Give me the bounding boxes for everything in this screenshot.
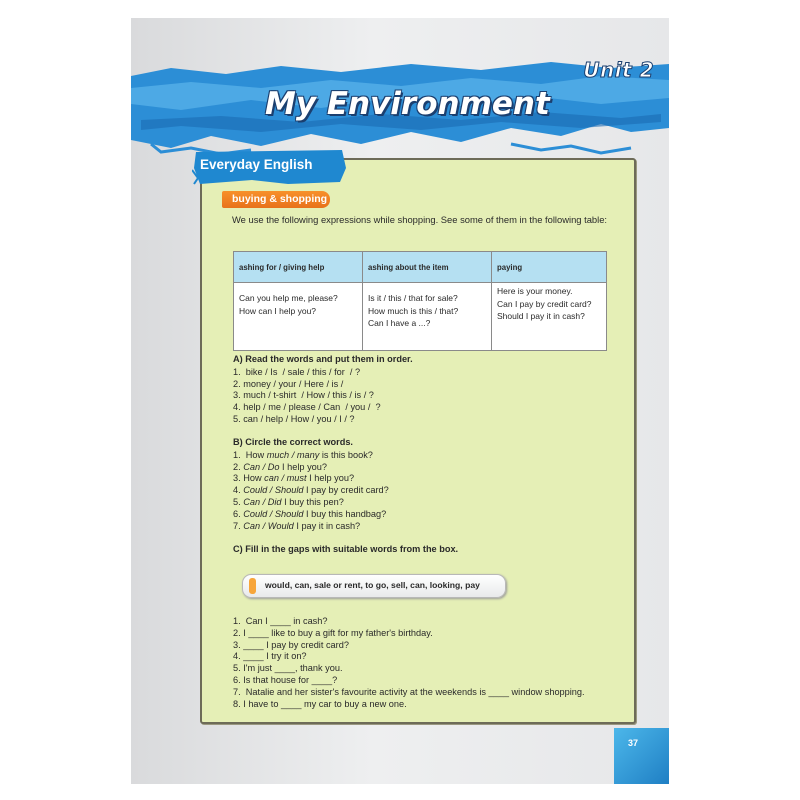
exercise-a xyxy=(233,354,623,426)
table-header-row xyxy=(234,252,607,283)
exercise-c-item: 2. I ____ like to buy a gift for my father's birthday. xyxy=(233,627,433,638)
exercise-b-item: 2. Can / Do I help you? xyxy=(233,461,327,472)
table-cell xyxy=(492,283,607,351)
exercise-b-item: 6. Could / Should I buy this handbag? xyxy=(233,508,387,519)
exercise-c-item: 7. Natalie and her sister's favourite activity at the weekends is ____ window shopping. xyxy=(233,686,585,697)
table-header-cell: ashing about the item xyxy=(363,252,492,283)
expressions-table xyxy=(233,251,607,351)
exercise-c xyxy=(233,616,623,710)
table-row xyxy=(234,283,607,351)
exercise-b xyxy=(233,437,623,532)
exercise-b-item: 3. How can / must I help you? xyxy=(233,473,355,484)
exercise-a-item: 4. help / me / please / Can / you / ? xyxy=(233,402,381,413)
exercise-c-item: 3. ____ I pay by credit card? xyxy=(233,639,349,650)
page-title: My Environment xyxy=(265,86,550,122)
table-line: Is it / this / that for sale? xyxy=(368,293,458,303)
exercise-a-item: 1. bike / Is / sale / this / for / ? xyxy=(233,366,361,377)
exercise-c-item: 4. ____ I try it on? xyxy=(233,651,307,662)
exercise-c-item: 5. I'm just ____, thank you. xyxy=(233,663,343,674)
exercise-b-heading: B) Circle the correct words. xyxy=(233,437,353,447)
section-title: Everyday English xyxy=(200,157,313,172)
word-box-text: would, can, sale or rent, to go, sell, can, looking, pay xyxy=(265,580,480,590)
unit-label: Unit 2 xyxy=(583,58,654,82)
table-cell xyxy=(234,283,363,351)
exercise-c-item: 8. I have to ____ my car to buy a new one. xyxy=(233,698,407,709)
topic-label: buying & shopping xyxy=(222,191,330,208)
table-cell xyxy=(363,283,492,351)
exercise-a-item: 5. can / help / How / you / I / ? xyxy=(233,413,355,424)
exercise-c-item: 1. Can I ____ in cash? xyxy=(233,616,328,626)
intro-text: We use the following expressions while shopping. See some of them in the following table: xyxy=(232,214,608,225)
exercise-c-heading: C) Fill in the gaps with suitable words from the box. xyxy=(233,544,459,554)
table-line: Here is your money. xyxy=(497,286,573,296)
page-number-tab xyxy=(614,728,669,784)
exercise-c-item: 6. Is that house for ____? xyxy=(233,674,338,685)
exercise-b-item: 4. Could / Should I pay by credit card? xyxy=(233,485,389,496)
table-line: Can I pay by credit card? xyxy=(497,298,592,309)
table-header-cell: paying xyxy=(492,252,607,283)
word-box-accent xyxy=(249,578,256,594)
exercise-c-heading-block xyxy=(233,544,623,557)
table-line: Can I have a ...? xyxy=(368,318,431,328)
exercise-a-item: 3. much / t-shirt / How / this / is / ? xyxy=(233,390,374,401)
exercise-b-item: 7. Can / Would I pay it in cash? xyxy=(233,520,361,531)
table-line: How much is this / that? xyxy=(368,305,459,316)
exercise-b-item: 5. Can / Did I buy this pen? xyxy=(233,496,344,507)
word-box xyxy=(242,574,506,598)
exercise-a-heading: A) Read the words and put them in order. xyxy=(233,354,413,364)
exercise-b-item: 1. How much / many is this book? xyxy=(233,449,373,460)
table-line: Can you help me, please? xyxy=(239,293,338,303)
exercise-a-item: 2. money / your / Here / is / xyxy=(233,378,344,389)
table-header-cell: ashing for / giving help xyxy=(234,252,363,283)
table-line: How can I help you? xyxy=(239,305,317,316)
table-line: Should I pay it in cash? xyxy=(497,311,585,321)
page-number: 37 xyxy=(628,738,639,748)
